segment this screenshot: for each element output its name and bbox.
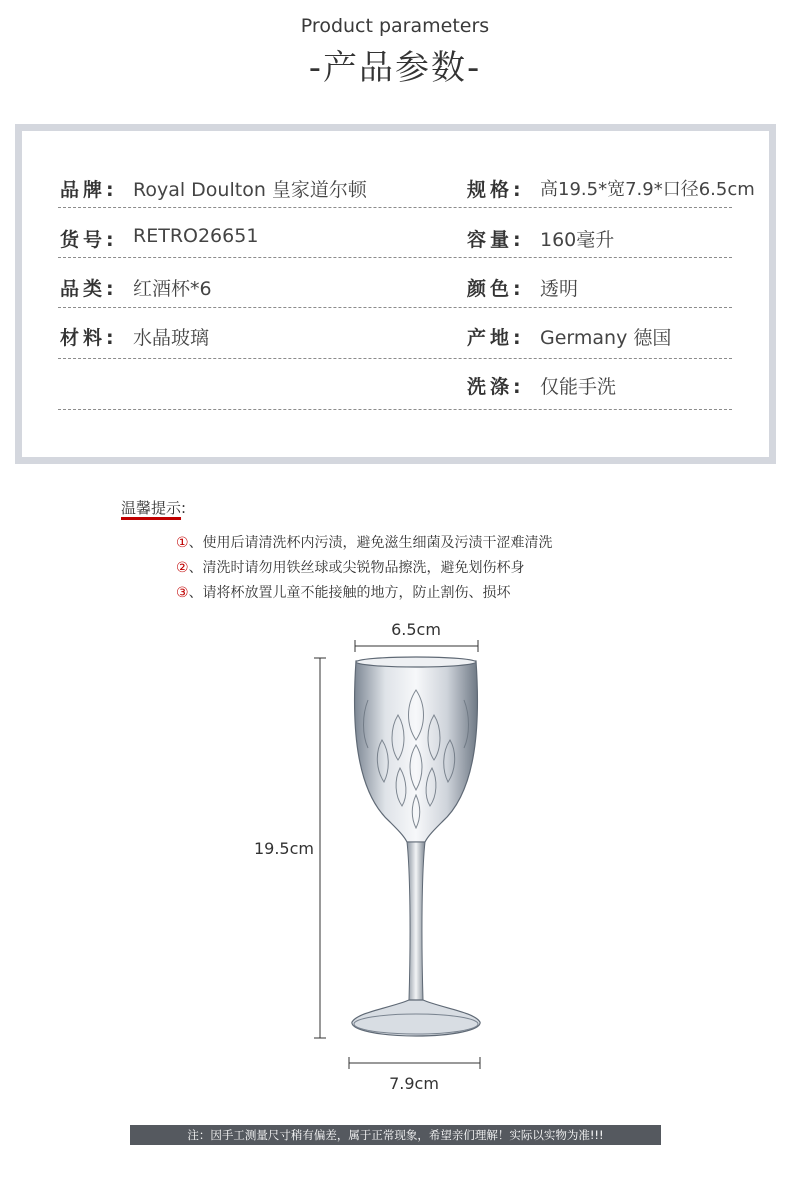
param-color-label: 颜色: <box>467 278 525 300</box>
param-spec-value: 高19.5*宽7.9*口径6.5cm <box>540 179 755 200</box>
measurement-note-banner: 注：因手工测量尺寸稍有偏差，属于正常现象，希望亲们理解！实际以实物为准!!! <box>130 1125 661 1145</box>
param-material-label: 材料: <box>60 327 118 349</box>
param-color-value: 透明 <box>540 278 579 300</box>
tips-heading-colon: : <box>181 499 187 517</box>
height-dimension-label: 19.5cm <box>253 839 314 858</box>
mouth-dimension-label: 6.5cm <box>391 620 441 639</box>
param-washing-label: 洗涤: <box>467 376 525 398</box>
section-title-chinese: -产品参数- <box>308 48 482 88</box>
tip-number: ② <box>176 560 189 576</box>
param-category-value: 红酒杯*6 <box>133 278 212 300</box>
mouth-dimension-line <box>355 640 478 652</box>
tips-heading-text: 温馨提示 <box>121 499 182 517</box>
tip-text: 、使用后请清洗杯内污渍，避免滋生细菌及污渍干涩难清洗 <box>188 535 553 551</box>
base-dimension-label: 7.9cm <box>389 1074 439 1093</box>
param-material-value: 水晶玻璃 <box>133 327 210 349</box>
param-origin-label: 产地: <box>467 327 525 349</box>
param-brand-value: Royal Doulton 皇家道尔顿 <box>133 179 367 201</box>
tip-text: 、请将杯放置儿童不能接触的地方，防止割伤、损坏 <box>188 585 511 601</box>
param-item-no-label: 货号: <box>60 229 118 251</box>
param-spec-label: 规格: <box>467 179 525 201</box>
wine-glass-illustration <box>352 657 480 1036</box>
param-origin-value: Germany 德国 <box>540 327 672 349</box>
param-washing-value: 仅能手洗 <box>540 376 617 398</box>
section-title-english: Product parameters <box>300 15 490 37</box>
param-item-no-value: RETRO26651 <box>133 225 259 247</box>
tip-number: ① <box>176 535 189 551</box>
tip-number: ③ <box>176 585 189 601</box>
tip-text: 、清洗时请勿用铁丝球或尖锐物品擦洗，避免划伤杯身 <box>188 560 525 576</box>
param-category-label: 品类: <box>60 278 118 300</box>
param-brand-label: 品牌: <box>60 179 118 201</box>
param-capacity-label: 容量: <box>467 229 525 251</box>
param-capacity-value: 160毫升 <box>540 229 615 251</box>
base-dimension-line <box>349 1057 480 1069</box>
